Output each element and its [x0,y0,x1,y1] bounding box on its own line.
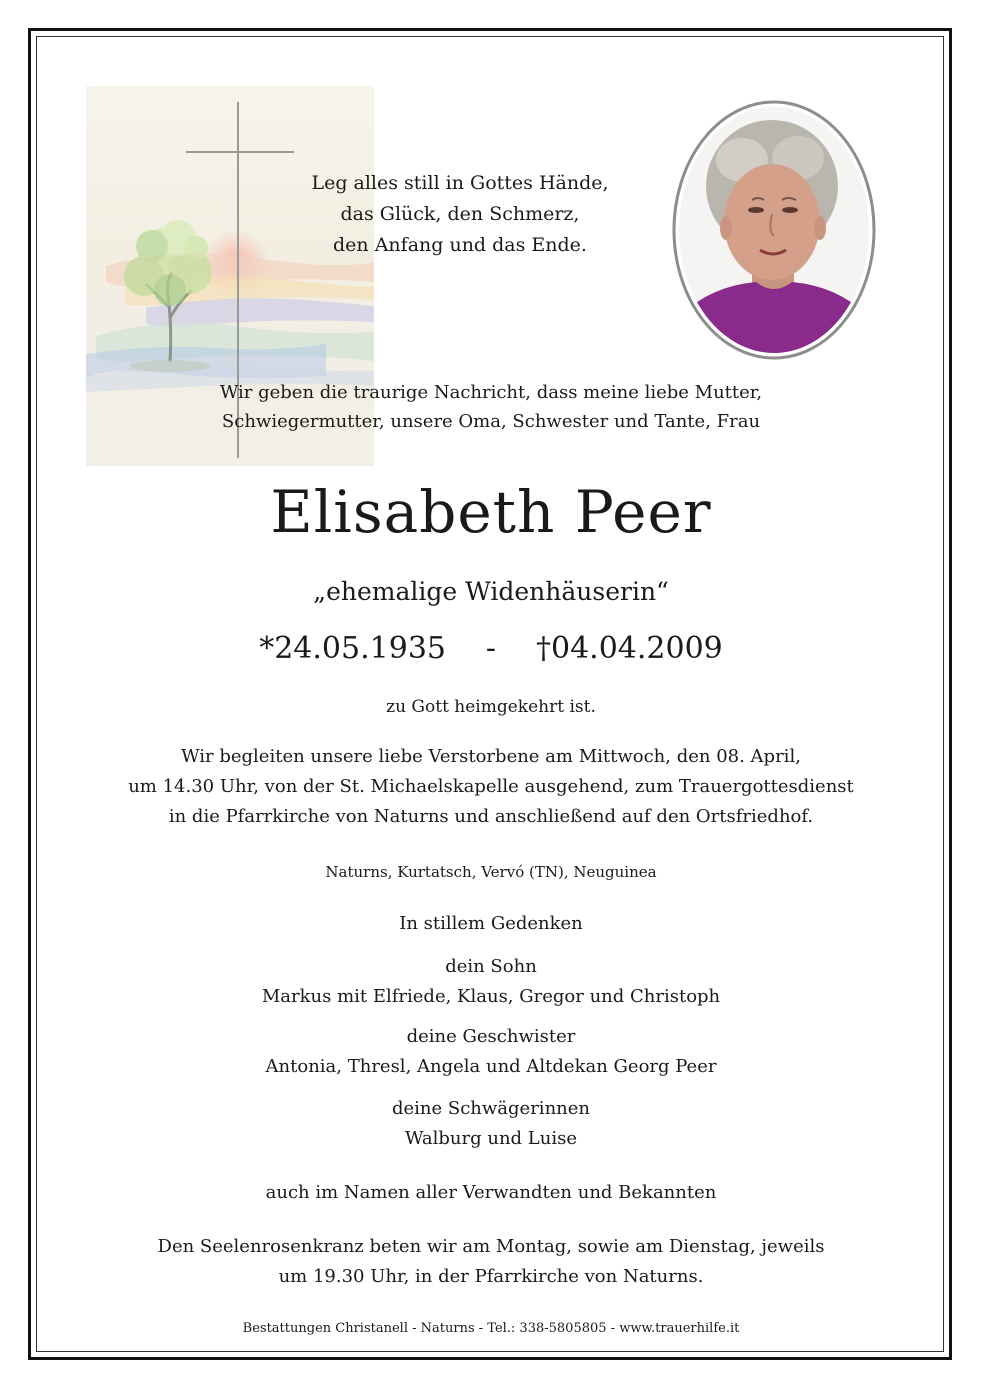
portrait-photo [672,100,876,360]
mourners-son [60,952,922,1012]
mourners-all: auch im Namen aller Verwandten und Bekannten [265,1182,717,1203]
siblings-names: Antonia, Thresl, Angela und Altdekan Georg Peer [265,1056,717,1077]
date-separator: - [485,631,497,666]
places: Naturns, Kurtatsch, Vervó (TN), Neuguinea [325,863,657,881]
funeral-info [60,742,922,832]
footer: Bestattungen Christanell - Naturns - Tel.: 338-5805805 - www.trauerhilfe.it [242,1321,740,1336]
inlaws-label: deine Schwägerinnen [391,1098,590,1119]
mourners-inlaws [60,1094,922,1154]
announcement-line: Schwiegermutter, unsere Oma, Schwester und Tante, Frau [221,411,761,432]
son-names: Markus mit Elfriede, Klaus, Gregor und Christoph [261,986,721,1007]
death-date: †04.04.2009 [536,631,723,666]
funeral-line: um 14.30 Uhr, von der St. Michaelskapelle ausgehend, zum Trauergottesdienst [128,776,854,797]
son-label: dein Sohn [445,956,537,977]
nickname: „ehemalige Widenhäuserin“ [313,577,669,606]
funeral-line: in die Pfarrkirche von Naturns und anschließend auf den Ortsfriedhof. [168,806,814,827]
returned-text: zu Gott heimgekehrt ist. [386,697,596,717]
verse-line: den Anfang und das Ende. [333,234,587,256]
verse [300,168,620,261]
announcement-line: Wir geben die traurige Nachricht, dass meine liebe Mutter, [219,382,763,403]
rosary-line: Den Seelenrosenkranz beten wir am Montag, sowie am Dienstag, jeweils [157,1236,825,1257]
mourners-intro: In stillem Gedenken [399,913,583,934]
mourners-siblings [60,1022,922,1082]
life-dates [60,628,922,670]
rosary-line: um 19.30 Uhr, in der Pfarrkirche von Naturns. [278,1266,704,1287]
siblings-label: deine Geschwister [406,1026,576,1047]
deceased-name: Elisabeth Peer [270,478,712,546]
announcement [60,378,922,436]
inlaws-names: Walburg und Luise [404,1128,577,1149]
verse-line: das Glück, den Schmerz, [340,203,580,225]
birth-date: *24.05.1935 [259,631,446,666]
verse-line: Leg alles still in Gottes Hände, [311,172,609,194]
rosary-info [60,1232,922,1292]
funeral-line: Wir begleiten unsere liebe Verstorbene am Mittwoch, den 08. April, [181,746,801,767]
